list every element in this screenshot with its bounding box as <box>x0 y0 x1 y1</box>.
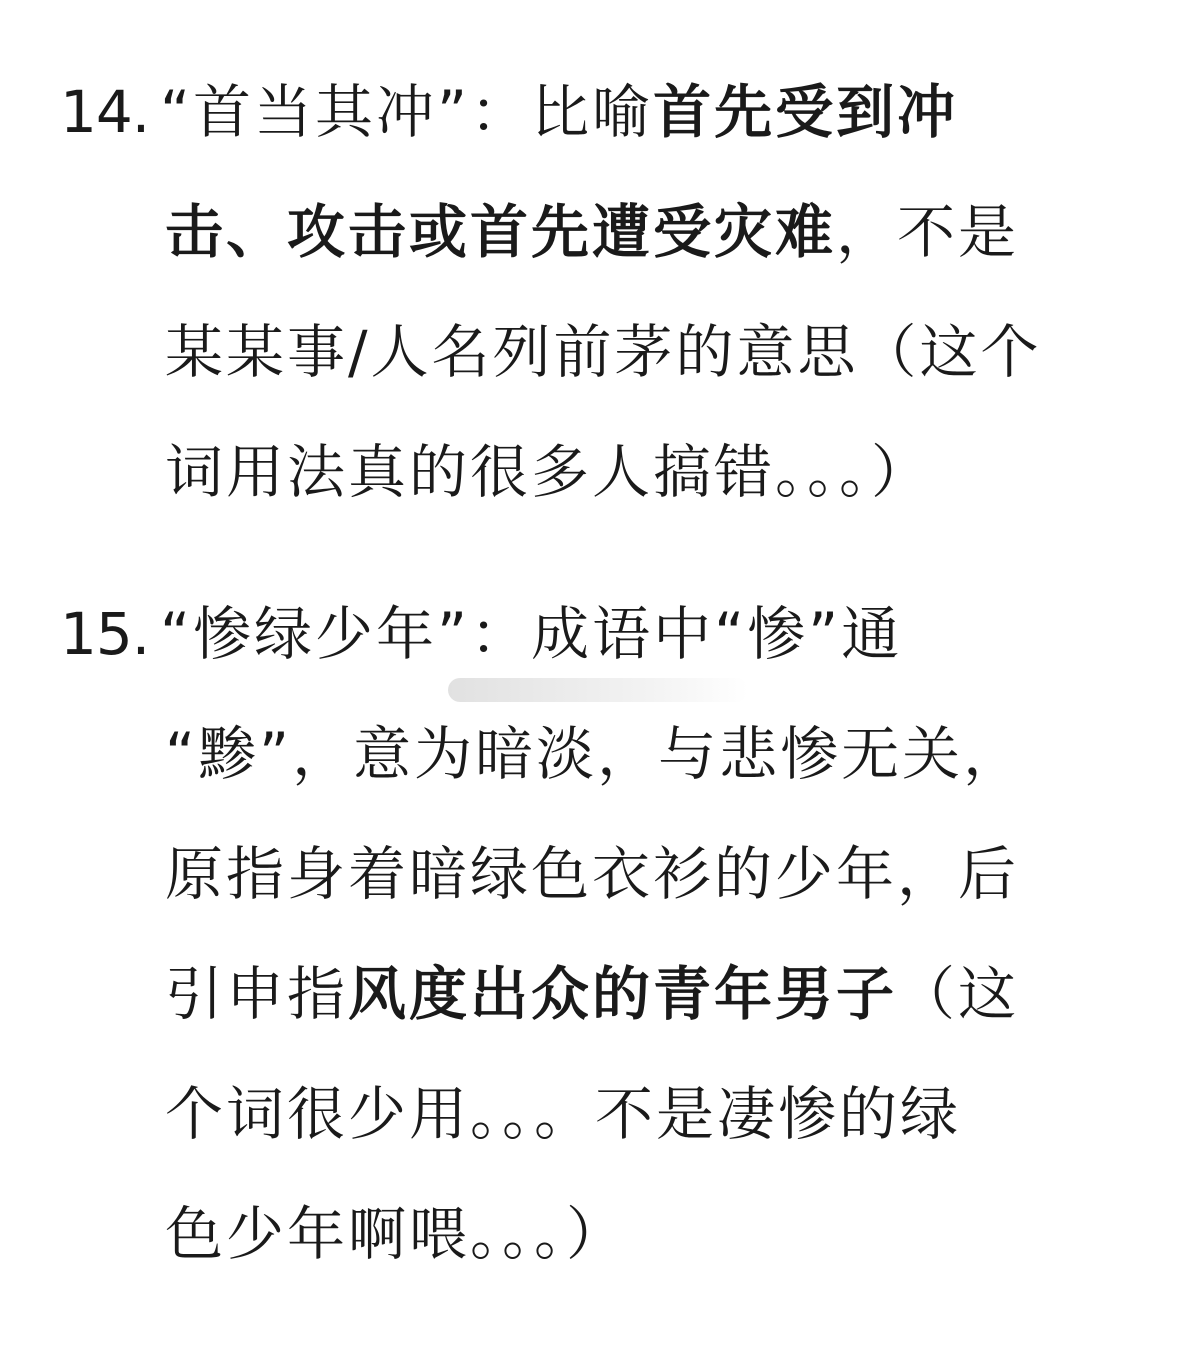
bold-text-segment: 风度出众的青年男子 <box>348 960 898 1028</box>
entry-line <box>160 52 958 172</box>
entry-line <box>165 292 1042 412</box>
text-segment: （这 <box>897 960 1020 1028</box>
watermark <box>448 678 748 702</box>
text-segment: 个词很少用。。。不是凄惨的绿 <box>165 1080 962 1148</box>
entry-line <box>165 1054 961 1174</box>
text-segment: “黪”，意为暗淡，与悲惨无关， <box>165 720 1025 788</box>
entry-line <box>165 1174 627 1294</box>
entry-line <box>165 934 1019 1054</box>
entry-line <box>165 172 1019 292</box>
entry-line <box>165 814 1019 934</box>
bold-text-segment: 首先受到冲 <box>653 78 959 146</box>
text-segment: ，不是 <box>836 198 1020 266</box>
text-segment: “惨绿少年”：成语中“惨”通 <box>160 600 903 668</box>
text-segment: 词用法真的很多人搞错。。。） <box>165 438 933 506</box>
text-segment: 色少年啊喂。。。） <box>165 1200 628 1268</box>
text-segment: 引申指 <box>165 960 349 1028</box>
entry-line <box>165 412 932 532</box>
entry-number: 15. <box>60 600 150 668</box>
entry-number: 14. <box>60 78 150 146</box>
text-segment: 原指身着暗绿色衣衫的少年，后 <box>165 840 1020 908</box>
entry-line <box>165 694 1024 814</box>
bold-text-segment: 击、攻击或首先遭受灾难 <box>165 198 837 266</box>
text-segment: 某某事/人名列前茅的意思（这个 <box>165 318 1042 386</box>
entry-line <box>160 574 902 694</box>
text-segment: “首当其冲”：比喻 <box>160 78 654 146</box>
